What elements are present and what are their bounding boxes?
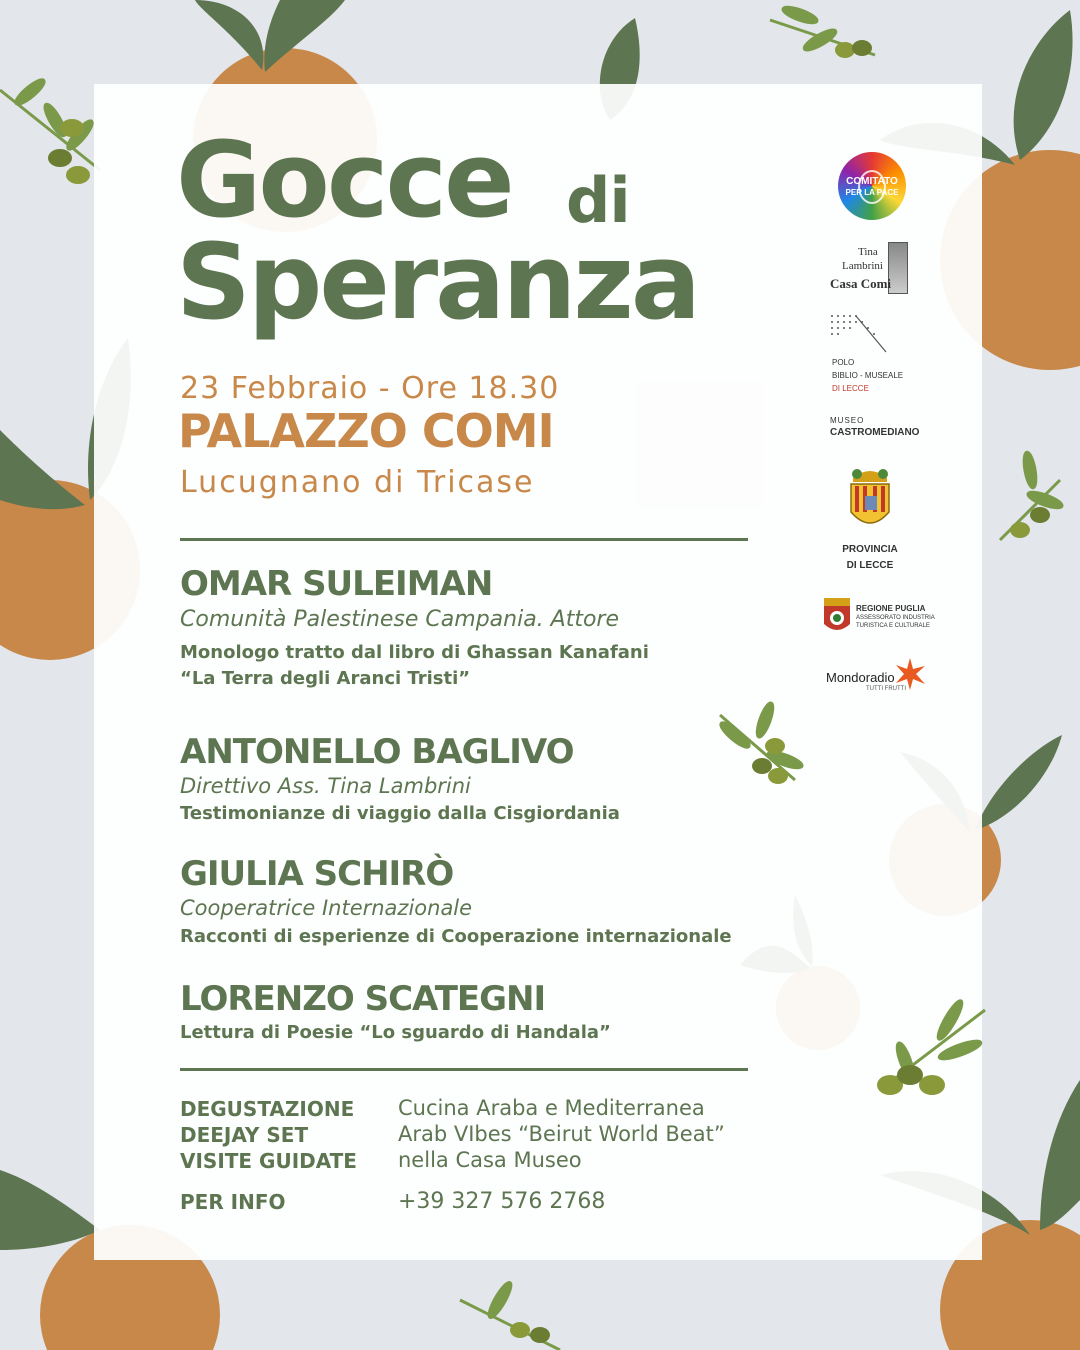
polo-biblio-museale-logo — [826, 312, 916, 396]
radio-tag-text: TUTTI FRUTTI — [866, 686, 906, 692]
polo-text-2: BIBLIO - MUSEALE — [832, 371, 904, 380]
radio-brand-text: Mondoradio — [826, 670, 895, 685]
provincia-text-1: PROVINCIA — [842, 544, 898, 555]
provincia-lecce-logo — [830, 468, 910, 578]
comitato-text-1: COMITATO — [846, 176, 898, 187]
mondoradio-logo — [826, 656, 932, 700]
extra-label: VISITE GUIDATE — [180, 1149, 357, 1173]
comitato-pace-logo — [838, 152, 906, 220]
olive-branch-top-left-icon — [0, 77, 100, 184]
info-phone: +39 327 576 2768 — [398, 1189, 606, 1214]
regione-text-2: ASSESSORATO INDUSTRIA — [856, 615, 935, 621]
speaker-desc-2: “La Terra degli Aranci Tristi” — [180, 668, 471, 689]
speaker-desc: Monologo tratto dal libro di Ghassan Kanafani — [180, 642, 649, 663]
polo-text-3: DI LECCE — [832, 384, 869, 393]
speaker-role: Comunità Palestinese Campania. Attore — [180, 607, 620, 632]
tina-text-1: Tina — [858, 246, 878, 258]
speaker-desc: Lettura di Poesie “Lo sguardo di Handala” — [180, 1022, 611, 1043]
title-line2: Speranza — [176, 221, 699, 343]
leaf-right-middle-1 — [975, 735, 1062, 830]
divider-bottom — [180, 1068, 748, 1071]
extra-value: Cucina Araba e Mediterranea — [398, 1096, 705, 1120]
extra-value: nella Casa Museo — [398, 1148, 582, 1172]
event-place: Lucugnano di Tricase — [180, 465, 535, 500]
extra-value: Arab VIbes “Beirut World Beat” — [398, 1122, 725, 1146]
leaf-left-2 — [0, 430, 85, 509]
regione-puglia-logo — [822, 596, 935, 638]
speaker-name: GIULIA SCHIRÒ — [180, 854, 454, 894]
regione-crest-icon — [822, 596, 852, 636]
regione-text-1: REGIONE PUGLIA — [856, 604, 926, 613]
tina-lambrini-logo — [830, 240, 908, 296]
divider-top — [180, 538, 748, 541]
speaker-desc: Testimonianze di viaggio dalla Cisgiordania — [180, 803, 620, 824]
museo-text-1: MUSEO — [830, 416, 865, 425]
museo-text-2: CASTROMEDIANO — [830, 427, 920, 438]
provincia-crest-icon — [843, 468, 897, 534]
leaf-top-right-1 — [1014, 10, 1073, 160]
tina-text-2: Lambrini — [842, 260, 883, 272]
polo-text-1: POLO — [832, 358, 855, 367]
extra-label: DEGUSTAZIONE — [180, 1097, 355, 1121]
olive-branch-right-icon — [1000, 451, 1064, 540]
museo-castromediano-logo — [828, 416, 928, 444]
info-label: PER INFO — [180, 1190, 286, 1214]
comitato-text-2: PER LA PACE — [845, 188, 899, 197]
title-line1: Gocce — [176, 119, 512, 241]
olive-branch-top-right-icon — [770, 4, 875, 58]
speaker-role: Cooperatrice Internazionale — [180, 896, 473, 920]
polo-dots-icon — [828, 312, 888, 354]
olive-branch-bottom-center-icon — [460, 1280, 560, 1350]
event-date-time: 23 Febbraio - Ore 18.30 — [180, 371, 560, 406]
speaker-role: Direttivo Ass. Tina Lambrini — [180, 774, 471, 798]
extra-label: DEEJAY SET — [180, 1123, 309, 1147]
leaf-bottom-right-1 — [1040, 1080, 1080, 1230]
tina-text-3: Casa Comi — [830, 276, 892, 291]
provincia-text-2: DI LECCE — [846, 560, 894, 571]
regione-text-3: TURISTICA E CULTURALE — [856, 623, 930, 629]
event-venue: PALAZZO COMI — [178, 404, 554, 458]
speaker-name: ANTONELLO BAGLIVO — [180, 732, 574, 772]
title-di: di — [566, 164, 630, 237]
speaker-name: OMAR SULEIMAN — [180, 564, 493, 604]
speaker-desc: Racconti di esperienze di Cooperazione internazionale — [180, 926, 732, 947]
speaker-name: LORENZO SCATEGNI — [180, 979, 546, 1019]
